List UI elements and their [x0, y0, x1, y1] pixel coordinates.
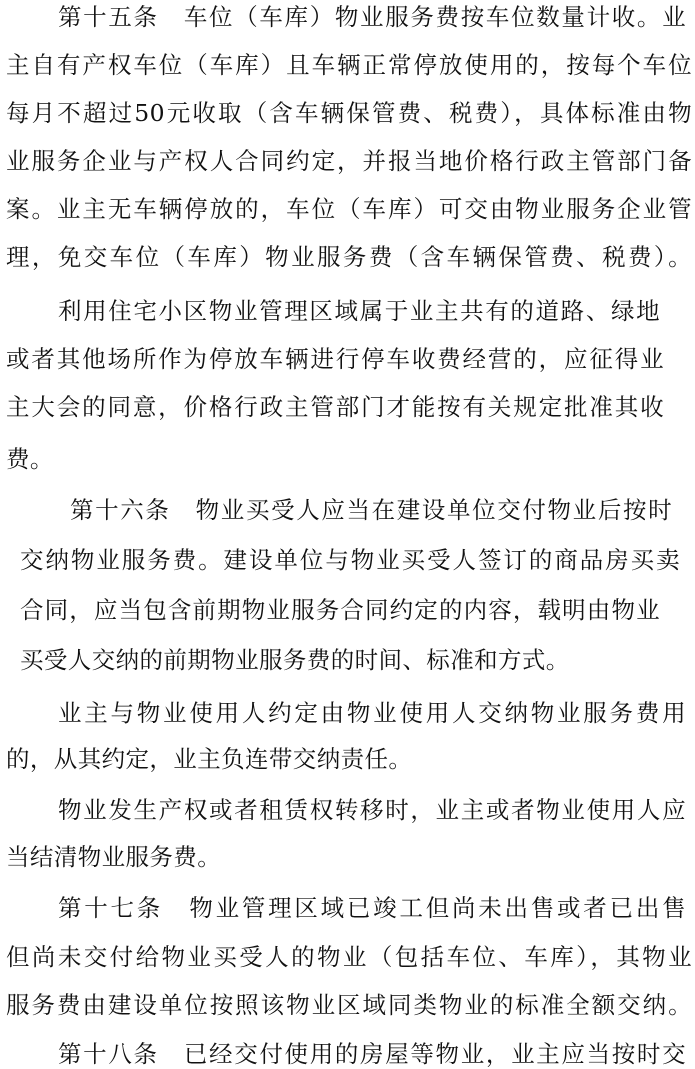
text-line: 但尚未交付给物业买受人的物业（包括车位、车库），其物业	[6, 943, 692, 971]
text-line: 买受人交纳的前期物业服务费的时间、标准和方式。	[20, 646, 570, 674]
text-line: 合同，应当包含前期物业服务合同约定的内容，载明由物业	[20, 596, 660, 624]
text-line: 第十七条 物业管理区域已竣工但尚未出售或者已出售	[58, 894, 686, 922]
text-line: 物业发生产权或者租赁权转移时，业主或者物业使用人应	[58, 796, 686, 824]
text-line: 第十八条 已经交付使用的房屋等物业，业主应当按时交	[58, 1040, 686, 1068]
text-line: 每月不超过50元收取（含车辆保管费、税费），具体标准由物	[6, 99, 692, 127]
text-line: 交纳物业服务费。建设单位与物业买受人签订的商品房买卖	[20, 546, 680, 574]
text-line: 第十五条 车位（车库）物业服务费按车位数量计收。业	[58, 3, 686, 31]
text-line: 的，从其约定，业主负连带交纳责任。	[6, 745, 413, 773]
text-line: 当结清物业服务费。	[6, 843, 222, 871]
text-line: 理，免交车位（车库）物业服务费（含车辆保管费、税费）。	[6, 243, 692, 271]
text-line: 业主与物业使用人约定由物业使用人交纳物业服务费用	[58, 699, 686, 727]
text-line: 第十六条 物业买受人应当在建设单位交付物业后按时	[70, 496, 672, 524]
text-line: 主自有产权车位（车库）且车辆正常停放使用的，按每个车位	[6, 51, 692, 79]
text-line: 业服务企业与产权人合同约定，并报当地价格行政主管部门备	[6, 147, 692, 175]
text-line: 主大会的同意，价格行政主管部门才能按有关规定批准其收	[6, 393, 664, 421]
text-line: 服务费由建设单位按照该物业区域同类物业的标准全额交纳。	[6, 991, 692, 1019]
text-line: 案。业主无车辆停放的，车位（车库）可交由物业服务企业管	[6, 195, 692, 223]
text-line: 利用住宅小区物业管理区域属于业主共有的道路、绿地	[58, 297, 660, 325]
text-line: 或者其他场所作为停放车辆进行停车收费经营的，应征得业	[6, 345, 664, 373]
text-line: 费。	[6, 445, 54, 473]
